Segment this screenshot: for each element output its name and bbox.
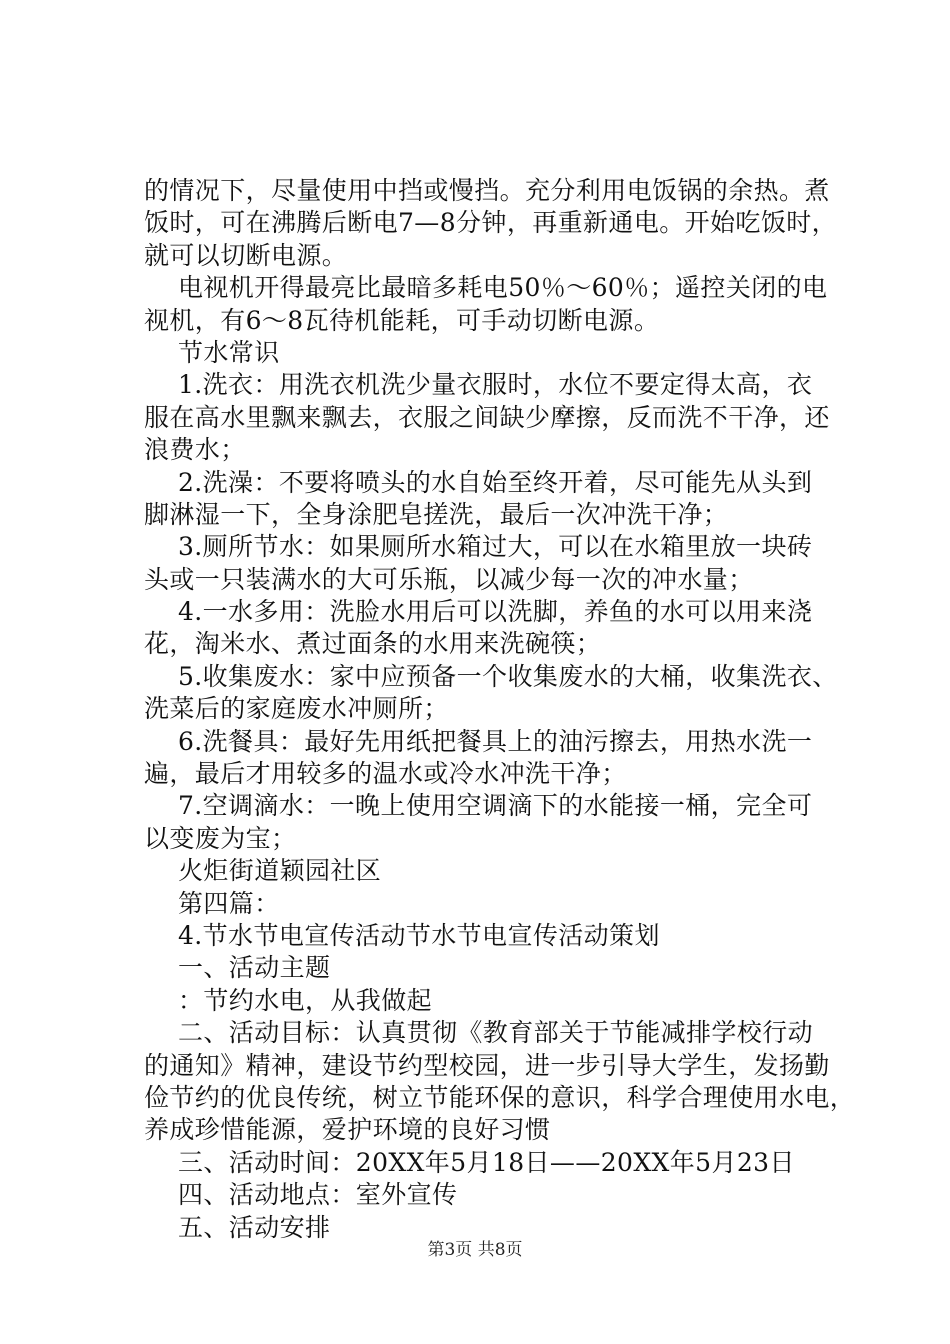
text-line: 遍，最后才用较多的温水或冷水冲洗干净； (144, 759, 627, 789)
text-line: 二、活动目标：认真贯彻《教育部关于节能减排学校行动 (178, 1018, 814, 1048)
text-line: 电视机开得最亮比最暗多耗电50％～60％；遥控关闭的电 (178, 273, 828, 303)
text-line: 一、活动主题 (178, 953, 331, 983)
text-line: 的情况下，尽量使用中挡或慢挡。充分利用电饭锅的余热。煮 (144, 176, 830, 205)
text-line: 火炬街道颖园社区 (178, 856, 382, 886)
text-line: 养成珍惜能源，爱护环境的良好习惯 (144, 1115, 551, 1145)
text-line: 7.空调滴水：一晚上使用空调滴下的水能接一桶，完全可 (178, 791, 813, 821)
text-line: 服在高水里飘来飘去，衣服之间缺少摩擦，反而洗不干净，还 (144, 402, 830, 432)
text-line: 三、活动时间：20XX年5月18日——20XX年5月23日 (178, 1147, 795, 1177)
text-line: 2.洗澡：不要将喷头的水自始至终开着，尽可能先从头到 (178, 467, 813, 497)
text-line: 浪费水； (144, 435, 246, 465)
text-line: 洗菜后的家庭废水冲厕所； (144, 694, 449, 724)
text-line: 头或一只装满水的大可乐瓶，以减少每一次的冲水量； (144, 564, 754, 594)
text-line: 4.节水节电宣传活动节水节电宣传活动策划 (178, 920, 660, 950)
page-footer: 第3页 共8页 (427, 1240, 523, 1260)
text-line: 花，淘米水、煮过面条的水用来洗碗筷； (144, 629, 602, 659)
text-line: 视机，有6～8瓦待机能耗，可手动切断电源。 (144, 305, 660, 335)
document-body (144, 175, 856, 1244)
text-line: 就可以切断电源。 (144, 240, 348, 270)
text-line: 第四篇： (178, 888, 280, 918)
text-line: 以变废为宝； (144, 823, 297, 853)
text-line: 四、活动地点：室外宣传 (178, 1180, 458, 1210)
text-line: 4.一水多用：洗脸水用后可以洗脚，养鱼的水可以用来浇 (178, 597, 813, 627)
text-line: 3.厕所节水：如果厕所水箱过大，可以在水箱里放一块砖 (178, 532, 813, 562)
text-line: 五、活动安排 (178, 1212, 331, 1242)
text-line: ：节约水电，从我做起 (178, 985, 433, 1015)
text-line: 饭时，可在沸腾后断电7—8分钟，再重新通电。开始吃饭时， (144, 208, 838, 238)
text-line: 5.收集废水：家中应预备一个收集废水的大桶，收集洗衣、 (178, 661, 838, 691)
text-line: 俭节约的优良传统，树立节能环保的意识，科学合理使用水电， (144, 1082, 856, 1112)
text-line: 节水常识 (178, 337, 280, 367)
text-line: 的通知》精神，建设节约型校园，进一步引导大学生，发扬勤 (144, 1050, 830, 1080)
text-line: 1.洗衣：用洗衣机洗少量衣服时，水位不要定得太高，衣 (178, 370, 813, 400)
text-line: 脚淋湿一下，全身涂肥皂搓洗，最后一次冲洗干净； (144, 499, 729, 529)
text-line: 6.洗餐具：最好先用纸把餐具上的油污擦去，用热水洗一 (178, 726, 813, 756)
